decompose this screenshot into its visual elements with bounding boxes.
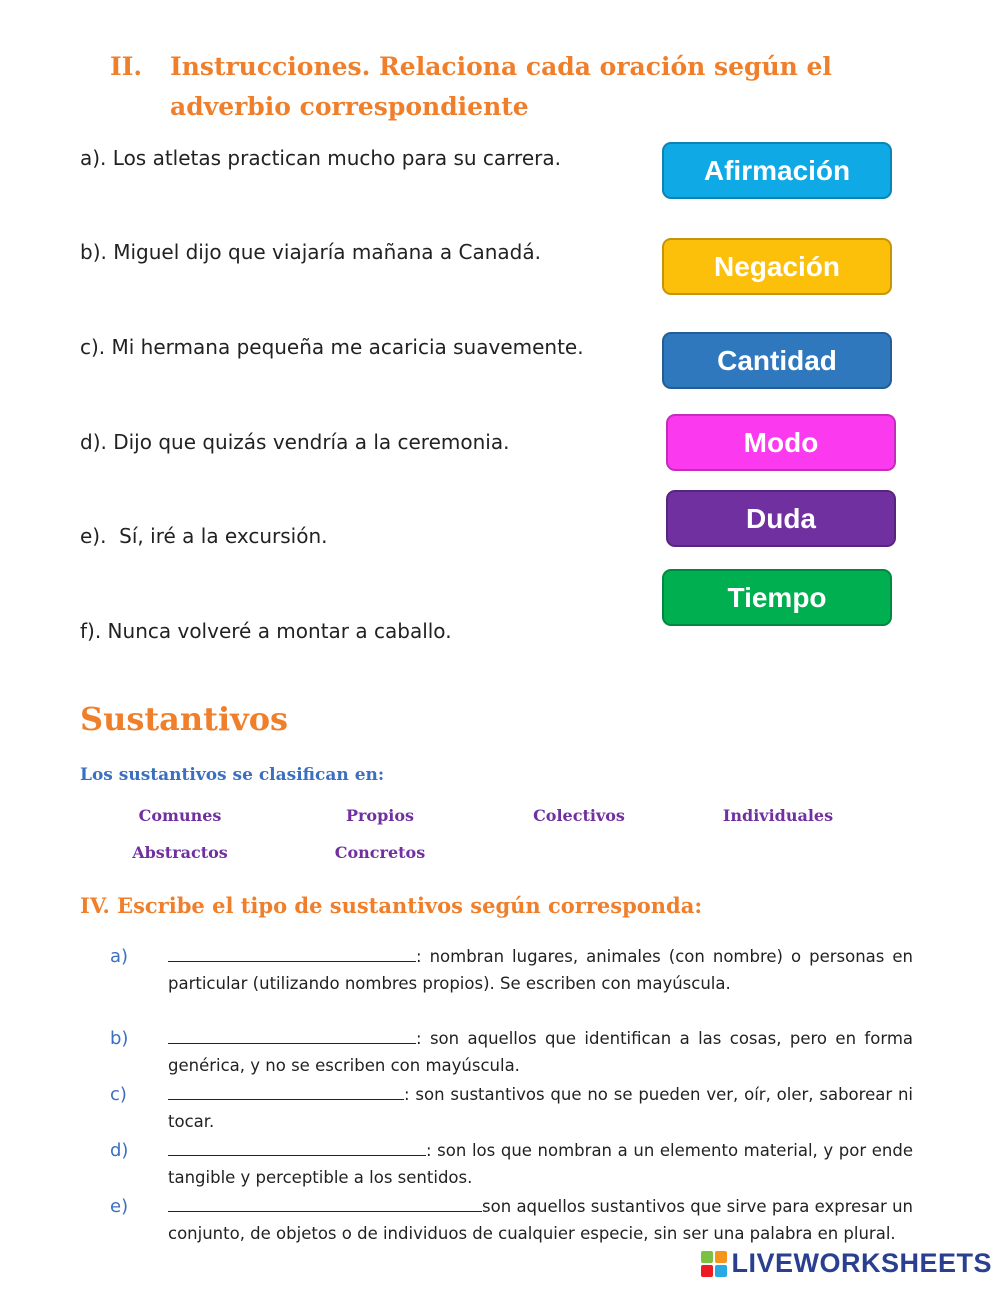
item-d-text: : son los que nombran a un elemento material, y por ende tangible y perceptible a los sentidos.: [168, 1141, 913, 1187]
category-individuales: Individuales: [722, 806, 834, 825]
item-a-text: : nombran lugares, animales (con nombre) o personas en particular (utilizando nombres propios). Se escriben con mayúscula.: [168, 947, 913, 993]
answer-blank-c[interactable]: [168, 1083, 404, 1100]
liveworksheets-logo[interactable]: [701, 1248, 992, 1279]
item-letter-c: c): [110, 1084, 127, 1105]
modo-button[interactable]: Modo: [666, 414, 896, 471]
item-e: [168, 1193, 913, 1247]
item-b-text: : son aquellos que identifican a las cosas, pero en forma genérica, y no se escriben con mayúscula.: [168, 1029, 913, 1075]
sentence-d: d). Dijo que quizás vendría a la ceremonia.: [80, 430, 510, 454]
sentence-a: a). Los atletas practican mucho para su carrera.: [80, 146, 561, 170]
sentence-f: f). Nunca volveré a montar a caballo.: [80, 619, 452, 643]
answer-blank-a[interactable]: [168, 945, 416, 962]
item-c-text: : son sustantivos que no se pueden ver, oír, oler, saborear ni tocar.: [168, 1085, 913, 1131]
answer-blank-e[interactable]: [168, 1195, 482, 1212]
category-comunes: Comunes: [138, 806, 222, 825]
section-2-title: Instrucciones. Relaciona cada oración según el adverbio correspondiente: [170, 52, 832, 121]
category-concretos: Concretos: [334, 843, 426, 862]
afirmacion-button[interactable]: Afirmación: [662, 142, 892, 199]
cantidad-button[interactable]: Cantidad: [662, 332, 892, 389]
item-c: [168, 1081, 913, 1135]
negacion-button[interactable]: Negación: [662, 238, 892, 295]
item-letter-d: d): [110, 1140, 129, 1161]
item-letter-b: b): [110, 1028, 129, 1049]
sustantivos-subtitle: Los sustantivos se clasifican en:: [80, 765, 385, 785]
liveworksheets-logo-icon: [701, 1251, 727, 1277]
sustantivos-title: Sustantivos: [80, 700, 289, 738]
item-d: [168, 1137, 913, 1191]
answer-blank-b[interactable]: [168, 1027, 416, 1044]
item-e-text: son aquellos sustantivos que sirve para expresar un conjunto, de objetos o de individuos de cualquier especie, sin ser una palabra en plural.: [168, 1197, 913, 1243]
section-4-title: IV. Escribe el tipo de sustantivos según corresponda:: [80, 893, 703, 918]
answer-blank-d[interactable]: [168, 1139, 426, 1156]
item-letter-e: e): [110, 1196, 129, 1217]
item-letter-a: a): [110, 946, 129, 967]
category-colectivos: Colectivos: [533, 806, 625, 825]
item-a: [168, 943, 913, 997]
category-abstractos: Abstractos: [132, 843, 228, 862]
sentence-e: e). Sí, iré a la excursión.: [80, 524, 328, 548]
duda-button[interactable]: Duda: [666, 490, 896, 547]
sentence-b: b). Miguel dijo que viajaría mañana a Canadá.: [80, 240, 541, 264]
sentence-c: c). Mi hermana pequeña me acaricia suavemente.: [80, 335, 584, 359]
tiempo-button[interactable]: Tiempo: [662, 569, 892, 626]
liveworksheets-logo-text: LIVEWORKSHEETS: [731, 1248, 992, 1278]
section-2-number: II.: [110, 52, 143, 81]
item-b: [168, 1025, 913, 1079]
category-propios: Propios: [345, 806, 415, 825]
